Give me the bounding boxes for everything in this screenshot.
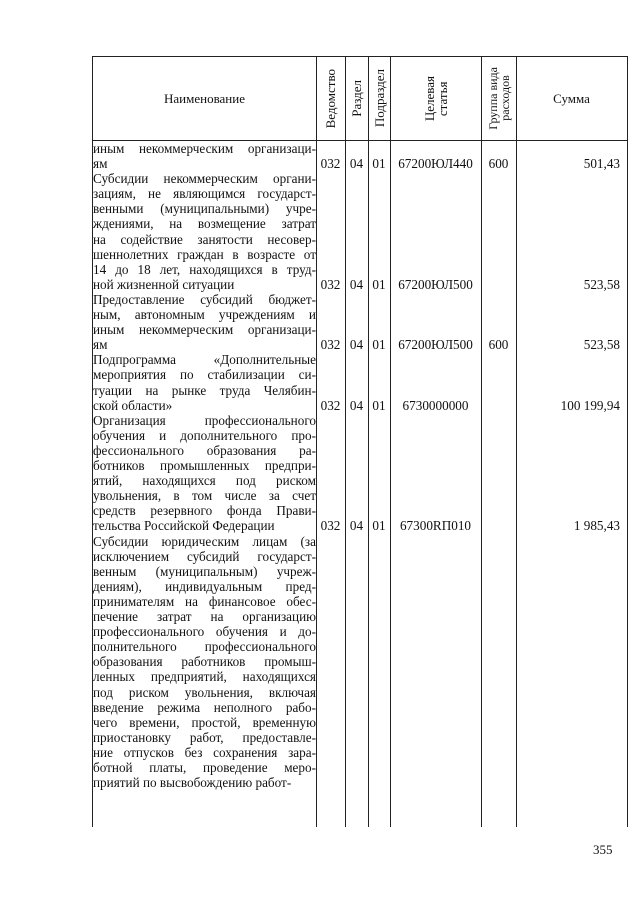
row-name	[93, 141, 316, 171]
section-cell: 04	[349, 276, 364, 292]
row-name-line: Предоставление субсидий бюджет-	[93, 292, 316, 307]
sum-cell: 501,43	[583, 156, 620, 172]
row-name-line: обучения и дополнительного про-	[93, 427, 316, 443]
row-name-line: иным некоммерческим организаци-	[93, 322, 316, 338]
department-cell: 032	[320, 337, 341, 353]
column-divider	[390, 57, 391, 827]
row-name-line: Субсидии юридическим лицам (за	[93, 533, 316, 549]
budget-table	[92, 56, 628, 827]
row-name-line: ботной платы, проведение меро-	[93, 760, 316, 775]
row-name	[93, 292, 316, 352]
row-name-line: фессионального образования ра-	[93, 442, 316, 458]
row-name-line: венным (муниципальным) учреж-	[93, 563, 316, 579]
column-divider	[316, 57, 317, 827]
row-name-line: ятий, находящихся под риском	[93, 473, 316, 489]
sum-cell: 523,58	[583, 337, 620, 353]
column-divider	[368, 57, 369, 827]
header-department: Ведомство	[323, 68, 338, 129]
row-name-line: тельства Российской Федерации	[93, 518, 275, 534]
department-cell: 032	[320, 156, 341, 172]
department-cell: 032	[320, 518, 341, 534]
header-expense-group: Группа вида расходов	[485, 67, 512, 130]
row-name-line: образования работников промыш-	[93, 654, 316, 670]
header-target-article: Целевая статья	[421, 75, 450, 122]
row-name-line: на содействие занятости несовер-	[93, 231, 316, 247]
row-name	[93, 352, 316, 412]
section-cell: 04	[349, 156, 364, 172]
sum-cell: 523,58	[583, 276, 620, 292]
row-name-line: чего времени, простой, временную	[93, 714, 316, 730]
row-name-line: ние отпусков без сохранения зара-	[93, 744, 316, 760]
row-name-line: ской области»	[93, 397, 173, 413]
row-name-line: увольнения, в том числе за счет	[93, 488, 316, 504]
row-name-line: ботников промышленных предпри-	[93, 458, 316, 474]
row-name-line: мероприятия по стабилизации си-	[93, 367, 316, 383]
row-name-line: шеннолетних граждан в возрасте от	[93, 246, 316, 262]
row-name-line: приостановку работ, предоставле-	[93, 729, 316, 745]
row-name	[93, 413, 316, 534]
row-name-line: Организация профессионального	[93, 412, 316, 428]
subsection-cell: 01	[372, 397, 386, 413]
row-name-line: ной жизненной ситуации	[93, 276, 235, 292]
department-cell: 032	[320, 276, 341, 292]
row-name	[93, 171, 316, 292]
section-cell: 04	[349, 397, 364, 413]
row-name-line: ям	[93, 156, 108, 172]
row-name-line: туации на рынке труда Челябин-	[93, 382, 316, 398]
row-name-line: ным, автономным учреждениям и	[93, 307, 316, 323]
row-name-line: печение затрат на организацию	[93, 609, 316, 625]
row-name-line: исключением субсидий государст-	[93, 548, 316, 564]
section-cell: 04	[349, 518, 364, 534]
department-cell: 032	[320, 397, 341, 413]
subsection-cell: 01	[372, 337, 386, 353]
row-name	[93, 534, 316, 791]
row-name-line: ленных предприятий, находящихся	[93, 669, 316, 685]
sum-cell: 100 199,94	[560, 397, 620, 413]
row-name-line: приятий по высвобождению работ-	[93, 775, 292, 791]
row-name-line: принимателям на финансовое обес-	[93, 593, 316, 609]
header-subsection: Подраздел	[371, 69, 387, 128]
target-article-cell: 67200ЮЛ500	[398, 276, 473, 292]
row-name-line: полнительного профессионального	[93, 639, 316, 655]
row-name-line: 14 до 18 лет, находящихся в труд-	[93, 261, 316, 277]
row-name-line: венными (муниципальными) учре-	[93, 201, 316, 217]
section-cell: 04	[349, 337, 364, 353]
table-header	[93, 57, 627, 141]
sum-cell: 1 985,43	[573, 518, 620, 534]
target-article-cell: 67200ЮЛ500	[398, 337, 473, 353]
row-name-line: зациям, не являющимся государст-	[93, 186, 316, 202]
row-name-line: Подпрограмма «Дополнительные	[93, 352, 316, 368]
target-article-cell: 67200ЮЛ440	[398, 156, 473, 172]
row-name-line: ждениями, на возмещение затрат	[93, 216, 316, 232]
row-name-line: Субсидии некоммерческим органи-	[93, 171, 316, 187]
column-divider	[481, 57, 482, 827]
column-divider	[516, 57, 517, 827]
row-name-line: дениям), индивидуальным пред-	[93, 578, 316, 594]
subsection-cell: 01	[372, 518, 386, 534]
column-divider	[345, 57, 346, 827]
subsection-cell: 01	[372, 276, 386, 292]
header-name: Наименование	[164, 90, 245, 106]
header-section: Раздел	[349, 80, 364, 117]
expense-group-cell: 600	[488, 337, 509, 353]
row-name-line: под риском увольнения, включая	[93, 684, 316, 700]
header-sum: Сумма	[553, 90, 590, 106]
target-article-cell: 6730000000	[402, 397, 469, 413]
page-number: 355	[593, 842, 613, 857]
row-name-line: иным некоммерческим организаци-	[93, 141, 316, 156]
subsection-cell: 01	[372, 156, 386, 172]
expense-group-cell: 600	[488, 156, 509, 172]
row-name-line: профессионального обучения и до-	[93, 624, 316, 640]
row-name-line: ям	[93, 337, 108, 353]
row-name-line: введение режима неполного рабо-	[93, 699, 316, 715]
target-article-cell: 67300RП010	[399, 518, 472, 534]
row-name-line: средств резервного фонда Прави-	[93, 503, 316, 519]
